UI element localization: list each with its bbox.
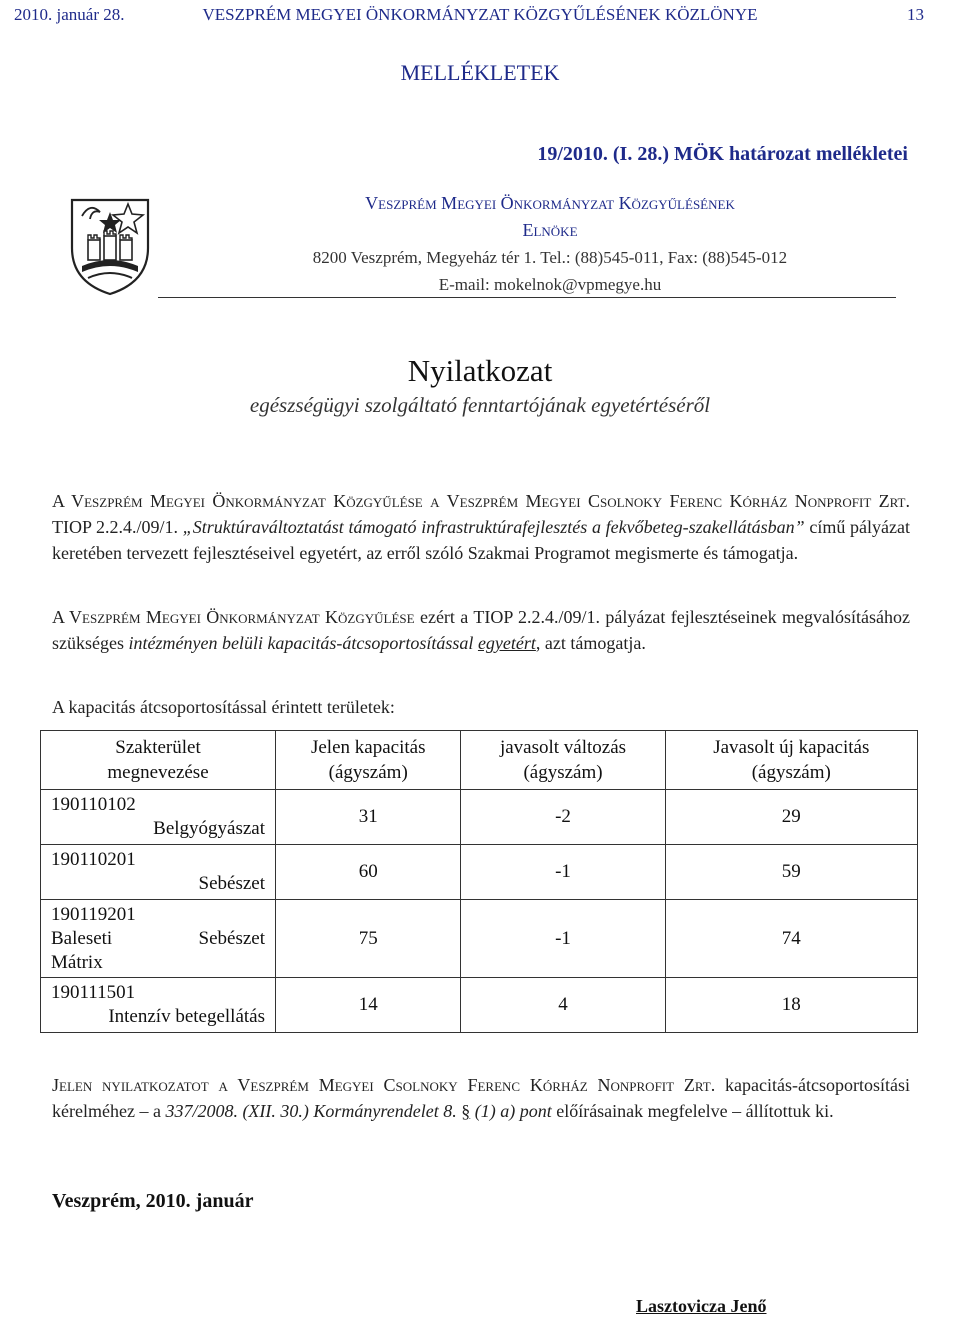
county-crest-icon	[68, 196, 152, 296]
row-specialty: 190110201 Sebészet	[41, 845, 276, 900]
paragraph-3-point: (1) a) pont	[470, 1101, 552, 1121]
row-specialty: 190110102 Belgyógyászat	[41, 790, 276, 845]
row-current: 60	[276, 845, 461, 900]
paragraph-1-program: TIOP 2.2.4./09/1.	[52, 517, 183, 537]
row-new: 18	[665, 978, 917, 1033]
paragraph-3	[52, 1072, 910, 1124]
paragraph-2-agreement: egyetért	[477, 633, 536, 653]
row-new: 29	[665, 790, 917, 845]
paragraph-2-org: A Veszprém Megyei Önkormányzat Közgyűlése	[52, 607, 415, 627]
paragraph-1-org: A Veszprém Megyei Önkormányzat Közgyűlése a Veszprém Megyei Csolnoky Ferenc Kórház Nonprofit Zrt.	[52, 491, 910, 511]
paragraph-3-org: Jelen nyilatkozatot a Veszprém Megyei Csolnoky Ferenc Kórház Nonprofit Zrt.	[52, 1075, 716, 1095]
document-title: Nyilatkozat	[407, 353, 553, 388]
header-current-capacity: Jelen kapacitás (ágyszám)	[276, 731, 461, 790]
document-subtitle: egészségügyi szolgáltató fenntartójának egyetértéséről	[249, 393, 711, 417]
header-page-number: 13	[907, 5, 924, 24]
paragraph-1-text: című pályázat keretében tervezett fejlesztéseivel egyetért, az erről szóló Szakmai Programot megismerte és támogatja.	[52, 517, 911, 563]
header-title: VESZPRÉM MEGYEI ÖNKORMÁNYZAT KÖZGYŰLÉSÉNEK KÖZLÖNYE	[202, 5, 758, 24]
table-intro: A kapacitás átcsoportosítással érintett területek:	[52, 697, 395, 717]
signing-date: Veszprém, 2010. január	[52, 1190, 254, 1212]
table-row	[41, 978, 918, 1033]
paragraph-2-text: ezért a TIOP 2.2.4./09/1. pályázat fejlesztéseinek megvalósításához szükséges	[52, 607, 910, 653]
row-change: -2	[461, 790, 665, 845]
header-proposed-change: javasolt változás (ágyszám)	[461, 731, 665, 790]
row-current: 31	[276, 790, 461, 845]
signatory-name: Lasztovicza Jenő	[636, 1296, 767, 1316]
letterhead	[250, 190, 850, 298]
row-new: 74	[665, 900, 917, 978]
table-row	[41, 900, 918, 978]
header-date: 2010. január 28.	[14, 5, 125, 24]
header-new-capacity: Javasolt új kapacitás (ágyszám)	[665, 731, 917, 790]
row-specialty: 190119201 Baleseti Sebészet Mátrix	[41, 900, 276, 978]
section-title: MELLÉKLETEK	[400, 60, 560, 85]
row-specialty: 190111501 Intenzív betegellátás	[41, 978, 276, 1033]
paragraph-2-end: , azt támogatja.	[535, 633, 646, 653]
resolution-title: 19/2010. (I. 28.) MÖK határozat mellékletei	[537, 143, 908, 165]
paragraph-1	[52, 488, 910, 566]
paragraph-2	[52, 604, 910, 656]
row-change: -1	[461, 900, 665, 978]
letterhead-address: 8200 Veszprém, Megyeház tér 1. Tel.: (88)545-011, Fax: (88)545-012	[312, 248, 788, 267]
row-new: 59	[665, 845, 917, 900]
row-change: 4	[461, 978, 665, 1033]
table-row	[41, 790, 918, 845]
page-header	[0, 0, 960, 34]
letterhead-org-line2: Elnöke	[522, 220, 578, 240]
row-current: 14	[276, 978, 461, 1033]
paragraph-2-emphasis: intézményen belüli kapacitás-átcsoportosítással	[128, 633, 474, 653]
letterhead-divider	[158, 297, 896, 298]
table-header-row	[41, 731, 918, 790]
row-current: 75	[276, 900, 461, 978]
header-specialty: Szakterület megnevezése	[41, 731, 276, 790]
row-change: -1	[461, 845, 665, 900]
paragraph-3-text: kapacitás-átcsoportosítási kérelméhez – a	[52, 1075, 910, 1121]
letterhead-org-line1: Veszprém Megyei Önkormányzat Közgyűlésének	[365, 193, 735, 213]
paragraph-3-section-sign: §	[461, 1101, 471, 1121]
table-row	[41, 845, 918, 900]
paragraph-3-decree: 337/2008. (XII. 30.) Kormányrendelet 8.	[165, 1101, 457, 1121]
paragraph-3-end: előírásainak megfelelve – állítottuk ki.	[551, 1101, 834, 1121]
paragraph-1-project-title: „Struktúraváltoztatást támogató infrastruktúrafejlesztés a fekvőbeteg-szakellátásban”	[182, 517, 805, 537]
capacity-table	[40, 730, 918, 1033]
letterhead-email: E-mail: mokelnok@vpmegye.hu	[438, 275, 662, 294]
